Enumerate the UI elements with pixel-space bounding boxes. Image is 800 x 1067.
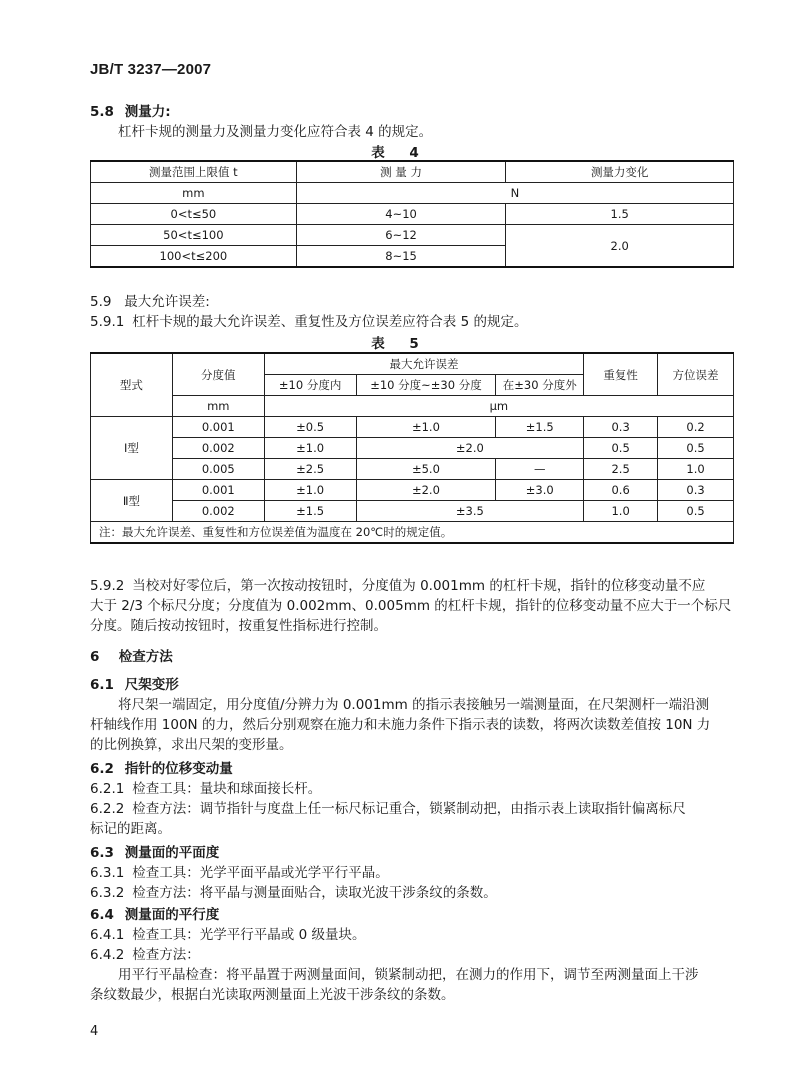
section-6-1-line2: 杆轴线作用 100N 的力，然后分别观察在施力和未施力条件下指示表的读数，将两次读数差值按 10N 力 [90,717,711,733]
t5-cell: — [496,459,584,480]
section-6-3-1: 6.3.1 检查工具：光学平面平晶或光学平行平晶。 [90,865,389,881]
document-id: JB/T 3237—2007 [90,61,212,78]
section-5-8-heading: 5.8 测量力: [90,104,171,120]
t4-cell: 0<t≤50 [91,204,297,225]
t5-header-div: 分度值 [172,353,264,396]
t5-cell: ±5.0 [356,459,496,480]
t5-cell: ±2.0 [356,480,496,501]
t5-cell: ±1.5 [264,501,356,522]
section-5-9-2-line3: 分度。随后按动按钮时，按重复性指标进行控制。 [90,618,387,634]
t5-cell: 0.002 [172,501,264,522]
section-6-heading: 6 检查方法 [90,649,173,665]
t5-header-type: 型式 [91,353,173,417]
t4-unit: N [296,183,733,204]
t5-cell: ±3.0 [496,480,584,501]
section-6-1-line1: 将尺架一端固定，用分度值/分辨力为 0.001mm 的指示表接触另一端测量面，在尺架测杆一端沿测 [118,697,710,713]
t4-header-range: 测量范围上限值 t [91,161,297,183]
section-6-4-2: 6.4.2 检查方法： [90,947,200,963]
t5-note: 注：最大允许误差、重复性和方位误差值为温度在 20℃时的规定值。 [91,522,734,544]
t4-cell: 4~10 [296,204,506,225]
table-5-caption: 表 5 [371,336,429,352]
t4-header-force: 测 量 力 [296,161,506,183]
section-6-3-2: 6.3.2 检查方法：将平晶与测量面贴合，读取光波干涉条纹的条数。 [90,885,497,901]
t5-cell: ±2.0 [356,438,584,459]
t5-cell: 0.3 [658,480,734,501]
t5-cell: ±1.0 [356,417,496,438]
t4-cell: 100<t≤200 [91,246,297,268]
section-6-4-2-para-line1: 用平行平晶检查：将平晶置于两测量面间，锁紧制动把，在测力的作用下，调节至两测量面上干涉 [118,967,699,983]
section-6-2-2-line2: 标记的距离。 [90,821,171,837]
t5-cell: 0.5 [584,438,658,459]
page-number: 4 [90,1024,99,1039]
t5-cell: 1.0 [658,459,734,480]
t5-cell: 0.3 [584,417,658,438]
table-4 [90,160,734,268]
t5-cell: ±1.5 [496,417,584,438]
table-5 [90,352,734,544]
t5-cell: ±0.5 [264,417,356,438]
t5-cell: 2.5 [584,459,658,480]
t5-header-sub2: ±10 分度~±30 分度 [356,375,496,396]
section-6-4-2-para-line2: 条纹数最少，根据白光读取两测量面上光波干涉条纹的条数。 [90,987,455,1003]
section-5-9-2-line2: 大于 2/3 个标尺分度；分度值为 0.002mm、0.005mm 的杠杆卡规，指针的位移变动量不应大于一个标尺 [90,598,732,614]
t4-cell: 1.5 [506,204,734,225]
t5-cell: ±3.5 [356,501,584,522]
t5-type-2: Ⅱ型 [91,480,173,522]
section-5-9-1: 5.9.1 杠杆卡规的最大允许误差、重复性及方位误差应符合表 5 的规定。 [90,314,528,330]
t5-cell: 0.001 [172,480,264,501]
t4-header-change: 测量力变化 [506,161,734,183]
section-6-1-line3: 的比例换算，求出尺架的变形量。 [90,737,293,753]
t5-header-rep: 重复性 [584,353,658,396]
t5-unit: μm [264,396,733,417]
t5-cell: 0.002 [172,438,264,459]
section-6-2-2-line1: 6.2.2 检查方法：调节指针与度盘上任一标尺标记重合，锁紧制动把，由指示表上读取指针偏离标尺 [90,801,686,817]
section-6-2-heading: 6.2 指针的位移变动量 [90,761,233,777]
t5-cell: 0.6 [584,480,658,501]
t4-cell: 50<t≤100 [91,225,297,246]
t4-cell: 2.0 [506,225,734,268]
t5-cell: ±1.0 [264,480,356,501]
t5-header-div-unit: mm [172,396,264,417]
section-6-3-heading: 6.3 测量面的平面度 [90,845,220,861]
t5-header-pos: 方位误差 [658,353,734,396]
t5-header-mpe: 最大允许误差 [264,353,583,375]
t5-header-sub1: ±10 分度内 [264,375,356,396]
section-6-4-heading: 6.4 测量面的平行度 [90,907,220,923]
t4-cell: 8~15 [296,246,506,268]
t5-header-sub3: 在±30 分度外 [496,375,584,396]
t5-type-1: Ⅰ型 [91,417,173,480]
t5-cell: ±2.5 [264,459,356,480]
t5-cell: 0.5 [658,501,734,522]
t4-header-range-unit: mm [91,183,297,204]
section-5-9-2-line1: 5.9.2 当校对好零位后，第一次按动按钮时，分度值为 0.001mm 的杠杆卡规，指针的位移变动量不应 [90,578,706,594]
section-5-9-heading: 5.9 最大允许误差: [90,294,210,310]
section-6-4-1: 6.4.1 检查工具：光学平行平晶或 0 级量块。 [90,927,366,943]
t5-cell: 0.2 [658,417,734,438]
t5-cell: ±1.0 [264,438,356,459]
t4-cell: 6~12 [296,225,506,246]
section-6-2-1: 6.2.1 检查工具：量块和球面接长杆。 [90,781,322,797]
t5-cell: 0.005 [172,459,264,480]
section-6-1-heading: 6.1 尺架变形 [90,677,179,693]
t5-cell: 1.0 [584,501,658,522]
section-5-8-text: 杠杆卡规的测量力及测量力变化应符合表 4 的规定。 [118,124,433,140]
t5-cell: 0.001 [172,417,264,438]
t5-cell: 0.5 [658,438,734,459]
table-4-caption: 表 4 [371,145,429,161]
